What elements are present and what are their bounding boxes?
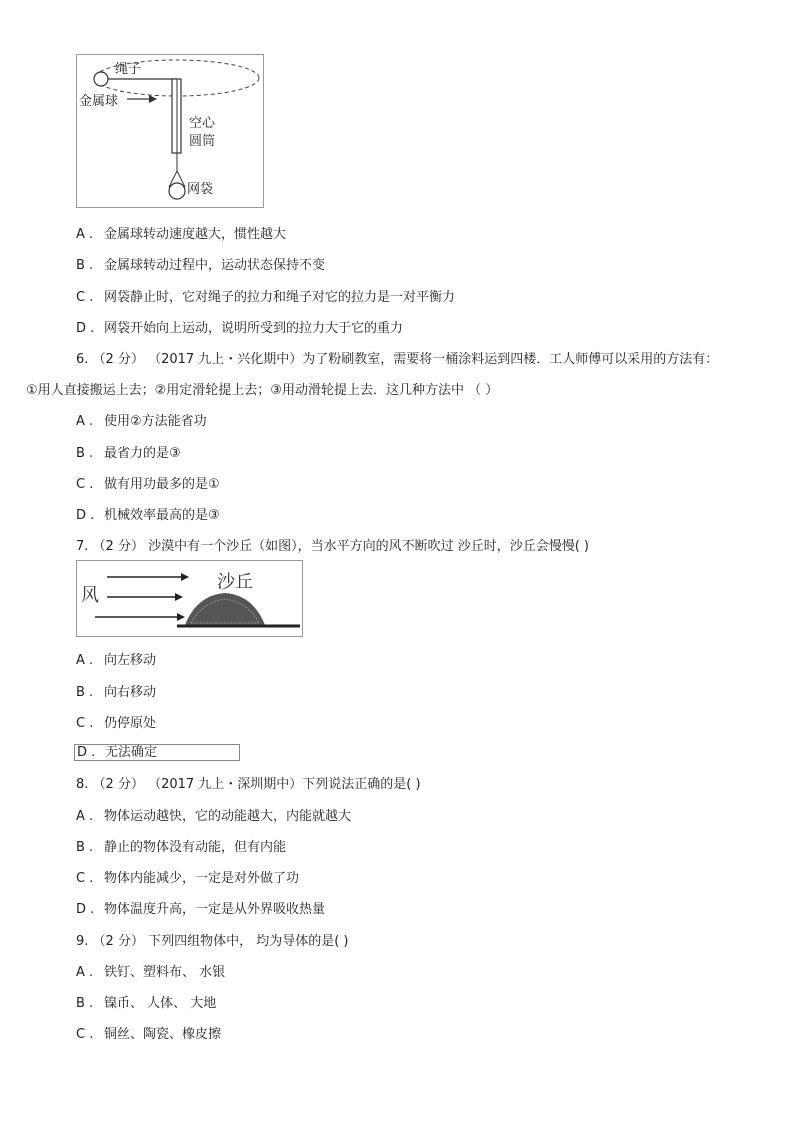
- sand-dune-diagram: [77, 561, 302, 636]
- q5-option-c[interactable]: C . 网袋静止时，它对绳子的拉力和绳子对它的拉力是一对平衡力: [76, 290, 456, 305]
- ball-label: 金属球: [79, 94, 119, 109]
- q6-option-a[interactable]: A . 使用②方法能省功: [76, 414, 207, 429]
- tube-label-2: 圆筒: [189, 134, 216, 149]
- q6-option-b[interactable]: B . 最省力的是③: [76, 446, 181, 461]
- wind-label: 风: [81, 585, 99, 606]
- rope-label: 绳子: [115, 62, 142, 77]
- figure-sand-dune: [76, 560, 303, 637]
- q8-stem: 8. （2 分） （2017 九上・深圳期中）下列说法正确的是( ): [76, 777, 421, 792]
- tube-label-1: 空心: [189, 116, 216, 131]
- q6-option-c[interactable]: C . 做有用功最多的是①: [76, 477, 220, 492]
- q5-option-b[interactable]: B . 金属球转动过程中，运动状态保持不变: [76, 258, 326, 273]
- rotating-ball-diagram: [77, 55, 263, 207]
- q9-option-b[interactable]: B . 镍币、 人体、 大地: [76, 996, 217, 1011]
- net-label: 网袋: [187, 182, 214, 197]
- q9-option-c[interactable]: C . 铜丝、陶瓷、橡皮擦: [76, 1027, 222, 1042]
- q8-option-a[interactable]: A . 物体运动越快，它的动能越大，内能就越大: [76, 809, 352, 824]
- q8-option-d[interactable]: D . 物体温度升高，一定是从外界吸收热量: [76, 902, 326, 917]
- dune-label: 沙丘: [217, 572, 253, 593]
- q7-option-b[interactable]: B . 向右移动: [76, 685, 157, 700]
- q6-stem-line2: ①用人直接搬运上去；②用定滑轮提上去；③用动滑轮提上去．这几种方法中 （ ）: [26, 383, 499, 398]
- q7-option-d[interactable]: D . 无法确定: [76, 741, 240, 760]
- q5-option-d[interactable]: D . 网袋开始向上运动，说明所受到的拉力大于它的重力: [76, 321, 404, 336]
- q7-stem: 7. （2 分） 沙漠中有一个沙丘（如图），当水平方向的风不断吹过 沙丘时，沙丘会慢慢( ): [76, 539, 589, 554]
- q6-option-d[interactable]: D . 机械效率最高的是③: [76, 508, 220, 523]
- q8-option-c[interactable]: C . 物体内能减少，一定是对外做了功: [76, 871, 300, 886]
- figure-rotating-ball: [76, 54, 264, 208]
- q9-stem: 9. （2 分） 下列四组物体中， 均为导体的是( ): [76, 934, 349, 949]
- q6-stem-line1: 6. （2 分） （2017 九上・兴化期中）为了粉刷教室，需要将一桶涂料运到四楼．工人师傅可以采用的方法有：: [76, 352, 719, 367]
- q8-option-b[interactable]: B . 静止的物体没有动能，但有内能: [76, 840, 287, 855]
- q9-option-a[interactable]: A . 铁钉、塑料布、 水银: [76, 965, 226, 980]
- q5-option-a[interactable]: A . 金属球转动速度越大，惯性越大: [76, 227, 287, 242]
- q7-option-a[interactable]: A . 向左移动: [76, 653, 157, 668]
- q7-option-c[interactable]: C . 仍停原处: [76, 716, 157, 731]
